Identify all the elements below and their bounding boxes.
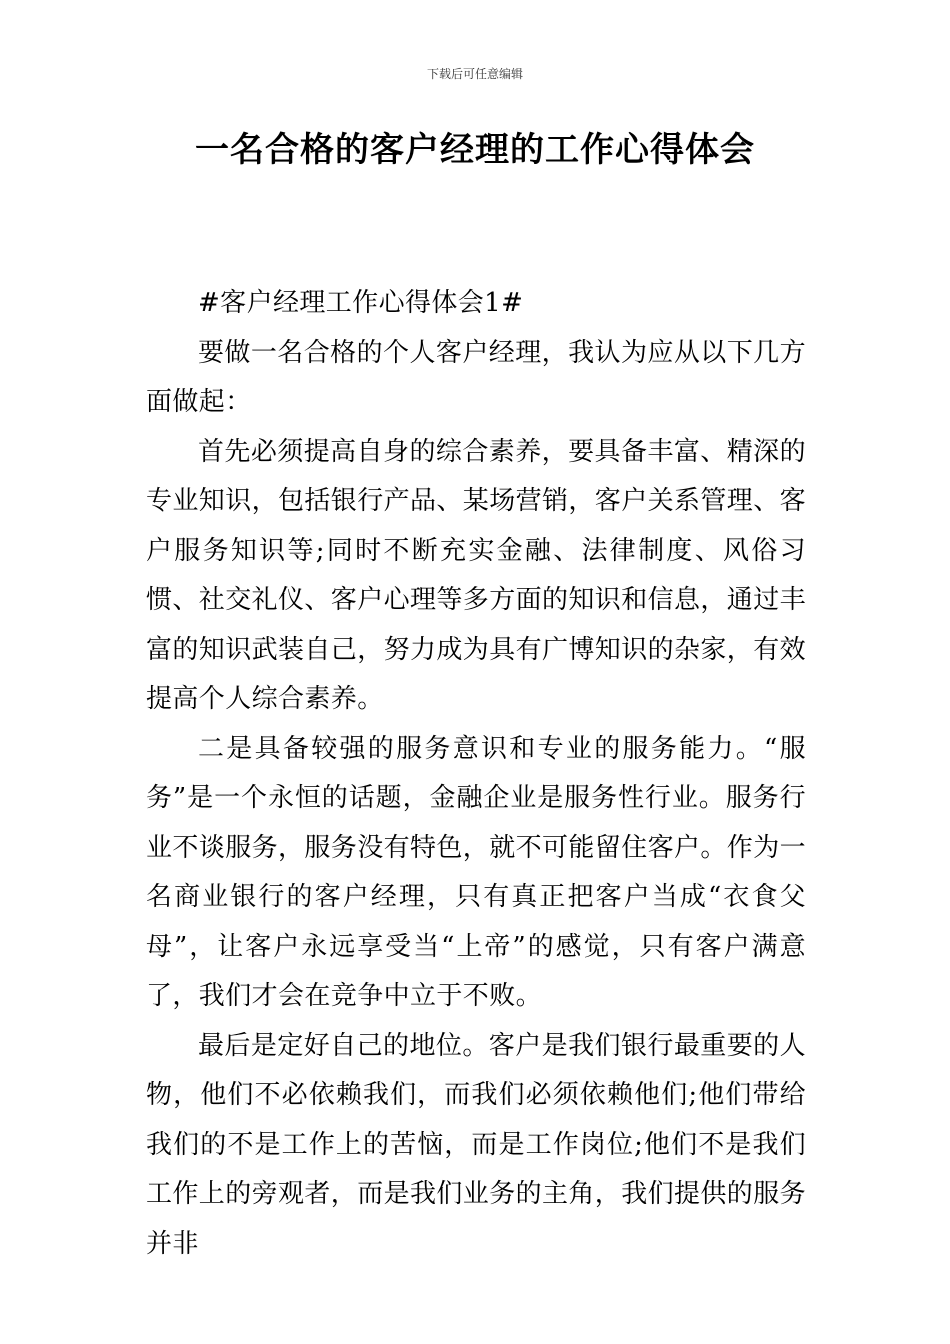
section-heading: #客户经理工作心得体会1# [198,288,524,318]
document-title: 一名合格的客户经理的工作心得体会 [195,130,755,170]
paragraph-last-point: 最后是定好自己的地位。客户是我们银行最重要的人物，他们不必依赖我们，而我们必须依赖他们;他们带给我们的不是工作上的苦恼，而是工作岗位;他们不是我们工作上的旁观者，而是我们业务的主角，我们提供的服务并非 [146,1030,807,1259]
paragraph-intro: 要做一名合格的个人客户经理，我认为应从以下几方面做起： [146,337,806,417]
paragraph-second-point: 二是具备较强的服务意识和专业的服务能力。“服务”是一个永恒的话题，金融企业是服务性行业。服务行业不谈服务，服务没有特色，就不可能留住客户。作为一名商业银行的客户经理，只有真正把客户当成“衣食父母”，让客户永远享受当“上帝”的感觉，只有客户满意了，我们才会在竞争中立于不败。 [146,733,807,1011]
header-note: 下载后可任意编辑 [426,67,523,81]
document-body [146,279,806,1269]
paragraph-first-point: 首先必须提高自身的综合素养，要具备丰富、精深的专业知识，包括银行产品、某场营销，客户关系管理、客户服务知识等;同时不断充实金融、法律制度、风俗习惯、社交礼仪、客户心理等多方面的知识和信息，通过丰富的知识武装自己，努力成为具有广博知识的杂家，有效提高个人综合素养。 [146,436,807,714]
